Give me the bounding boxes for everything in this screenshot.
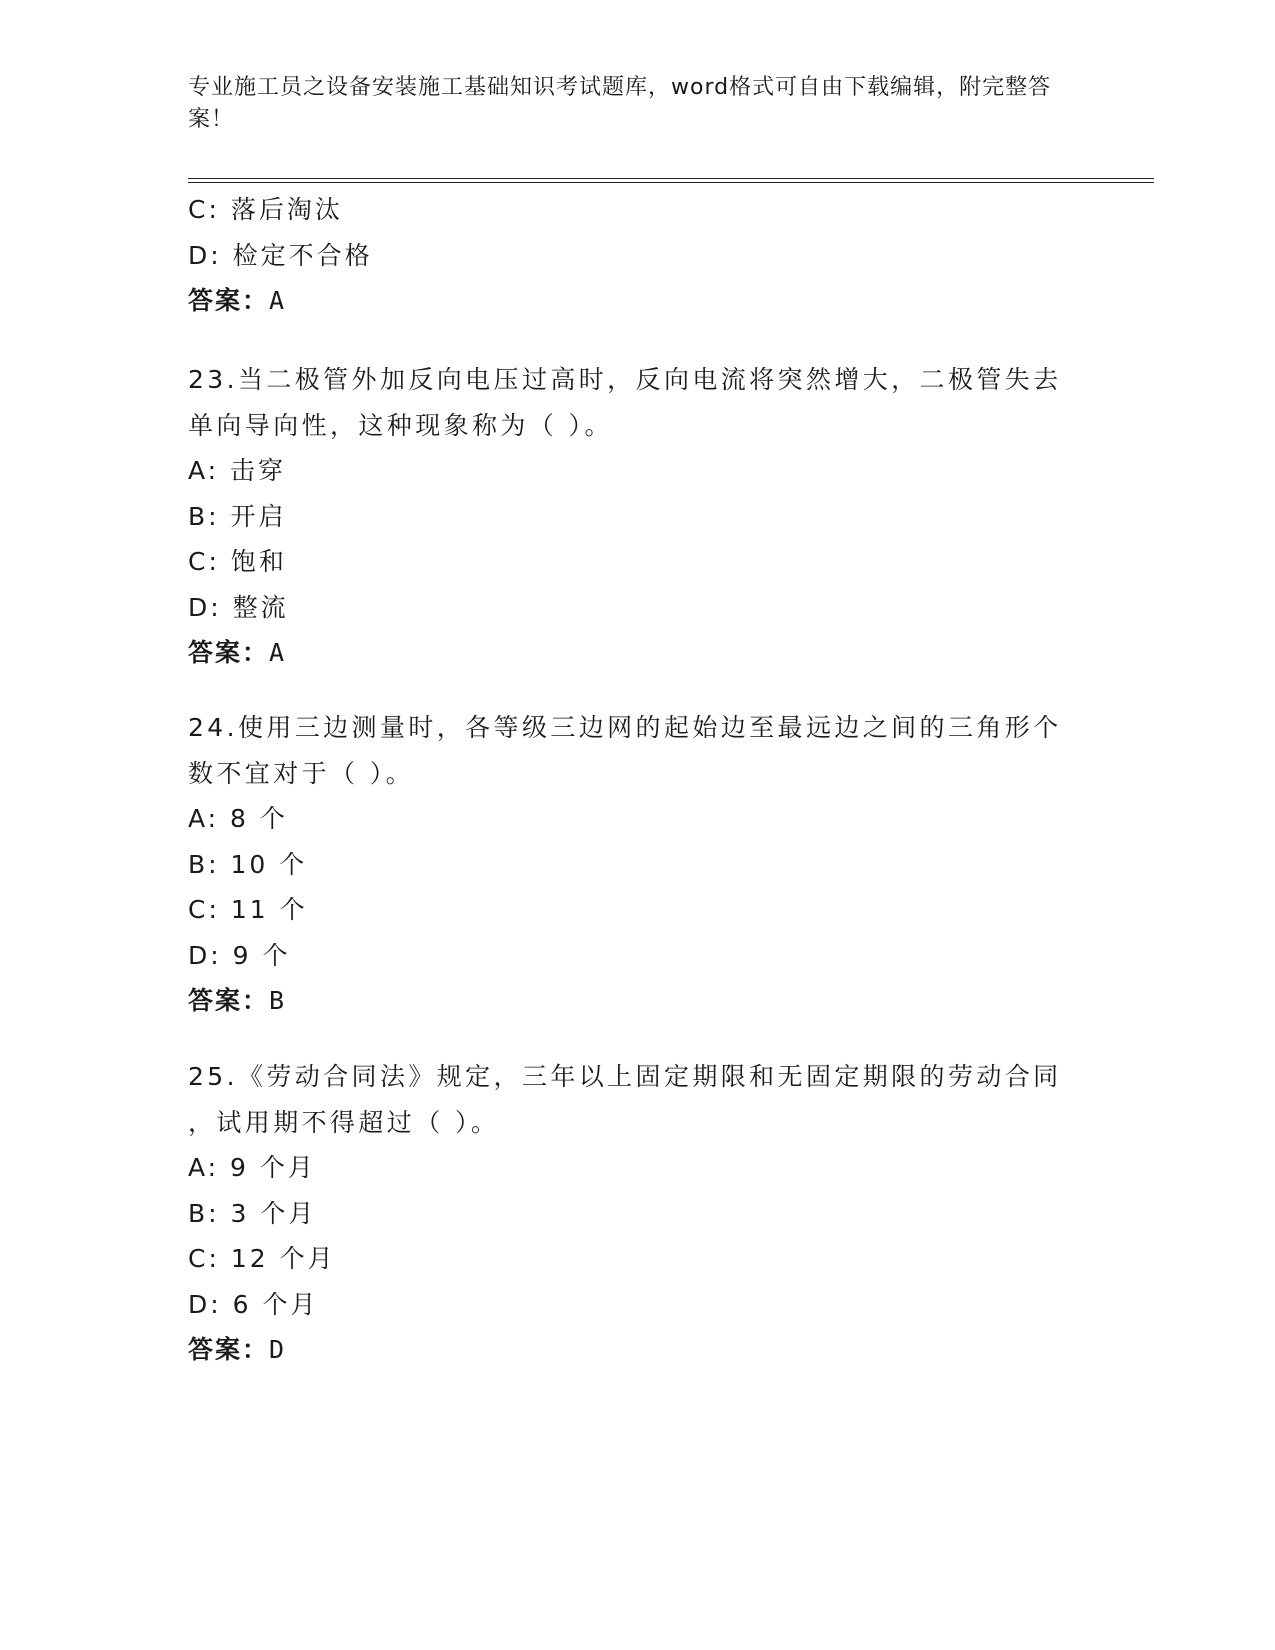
option-d <box>188 1282 1088 1328</box>
option-label: C: <box>188 195 220 224</box>
option-d <box>188 933 1088 979</box>
option-label: D: <box>188 592 222 622</box>
option-d <box>188 233 1088 279</box>
question-fragment <box>188 187 1088 324</box>
option-label: D: <box>188 1289 222 1319</box>
option-text: 8 个 <box>230 804 288 833</box>
option-label: A: <box>188 456 220 485</box>
option-c <box>188 1236 1088 1282</box>
question-25 <box>188 1054 1088 1373</box>
option-label: B: <box>188 849 220 879</box>
answer-value: B <box>269 986 287 1015</box>
header-title: 专业施工员之设备安装施工基础知识考试题库，word格式可自由下载编辑，附完整答案！ <box>188 75 1052 132</box>
option-b <box>188 842 1088 888</box>
option-text: 击穿 <box>230 456 287 485</box>
answer-label: 答案： <box>188 1335 270 1364</box>
option-d <box>188 585 1088 631</box>
question-text-line-1: 25.《劳动合同法》规定，三年以上固定期限和无固定期限的劳动合同 <box>188 1062 1062 1091</box>
question-text-line-2: 单向导向性，这种现象称为（ ）。 <box>188 410 613 440</box>
option-label: B: <box>188 501 220 531</box>
answer-line <box>188 1327 1088 1373</box>
answer-label: 答案： <box>188 986 270 1015</box>
option-label: C: <box>188 547 220 576</box>
question-text-line-1: 23.当二极管外加反向电压过高时，反向电流将突然增大，二极管失去 <box>188 365 1062 394</box>
option-text: 9 个 <box>232 940 291 970</box>
answer-label: 答案： <box>188 638 270 667</box>
option-label: D: <box>188 940 222 970</box>
answer-value: D <box>269 1335 287 1364</box>
option-c <box>188 187 1088 233</box>
option-text: 开启 <box>230 501 287 531</box>
question-text-line-2: 数不宜对于（ ）。 <box>188 758 415 788</box>
question-text-line-1: 24.使用三边测量时，各等级三边网的起始边至最远边之间的三角形个 <box>188 713 1062 742</box>
option-text: 整流 <box>232 592 289 622</box>
option-a <box>188 796 1088 842</box>
option-label: D: <box>188 240 222 270</box>
option-b <box>188 1191 1088 1237</box>
answer-line <box>188 978 1088 1024</box>
option-text: 10 个 <box>230 849 308 879</box>
option-a <box>188 448 1088 494</box>
option-text: 3 个月 <box>230 1198 317 1228</box>
option-b <box>188 494 1088 540</box>
option-text: 饱和 <box>230 547 287 576</box>
document-header <box>188 72 1068 136</box>
header-divider-bottom <box>188 182 1154 183</box>
option-text: 12 个月 <box>230 1244 336 1273</box>
option-c <box>188 887 1088 933</box>
answer-line <box>188 630 1088 676</box>
option-text: 落后淘汰 <box>230 195 343 224</box>
answer-label: 答案： <box>188 286 270 315</box>
question-text-line-2: ，试用期不得超过（ ）。 <box>188 1107 500 1137</box>
option-label: B: <box>188 1198 220 1228</box>
option-label: C: <box>188 895 220 924</box>
option-label: A: <box>188 804 220 833</box>
question-24 <box>188 705 1088 1024</box>
option-text: 9 个月 <box>230 1153 316 1182</box>
option-text: 检定不合格 <box>232 240 373 270</box>
question-23 <box>188 357 1088 676</box>
answer-value: A <box>269 286 287 315</box>
option-text: 11 个 <box>230 895 308 924</box>
option-a <box>188 1145 1088 1191</box>
option-text: 6 个月 <box>232 1289 319 1319</box>
option-label: C: <box>188 1244 220 1273</box>
answer-line <box>188 278 1088 324</box>
header-divider-top <box>188 178 1154 179</box>
option-label: A: <box>188 1153 220 1182</box>
answer-value: A <box>269 638 287 667</box>
option-c <box>188 539 1088 585</box>
